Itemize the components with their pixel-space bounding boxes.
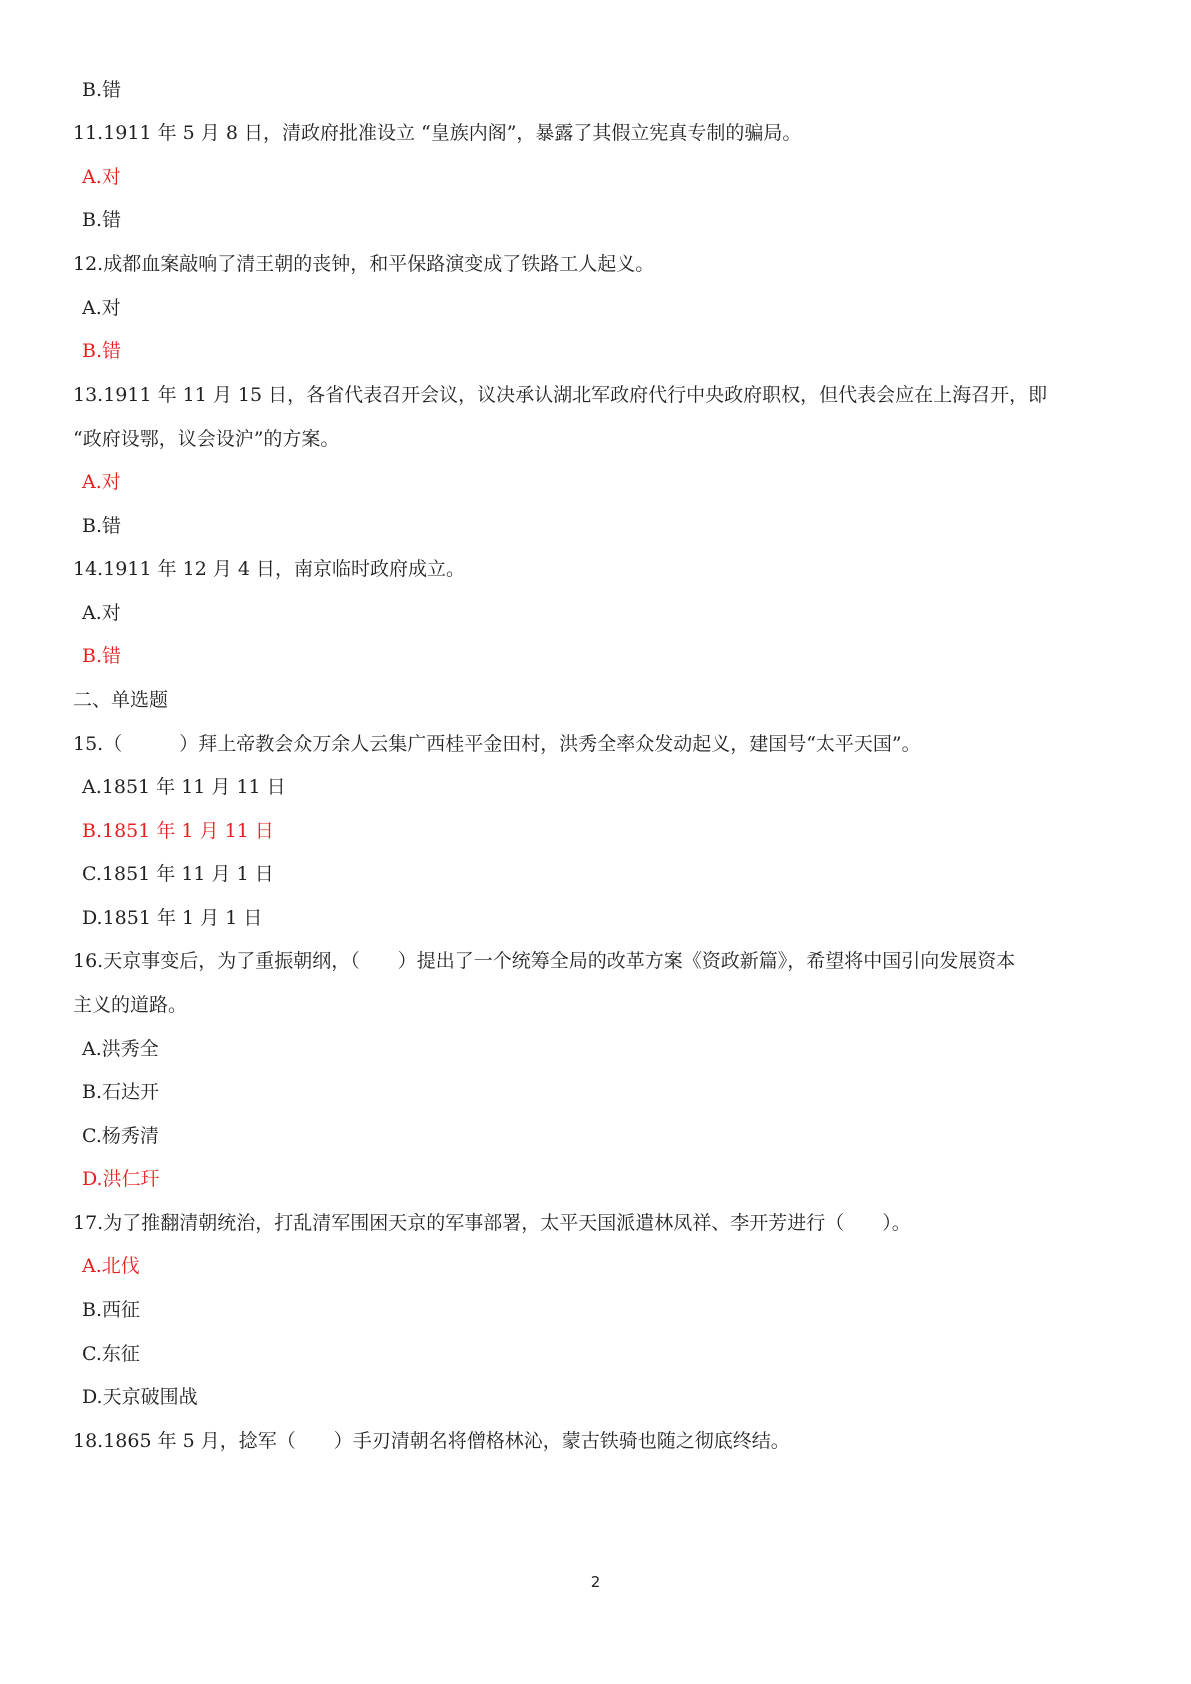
correct-option: A.北伐	[82, 1255, 140, 1277]
option-text: B.错	[82, 79, 122, 101]
question-text: 17.为了推翻清朝统治，打乱清军围困天京的军事部署，太平天国派遣林凤祥、李开芳进行（ ）。	[73, 1212, 911, 1234]
question-text: 16.天京事变后，为了重振朝纲，（ ）提出了一个统筹全局的改革方案《资政新篇》，希望将中国引向发展资本	[73, 950, 1016, 972]
question-text: 18.1865 年 5 月，捻军（ ）手刃清朝名将僧格林沁，蒙古铁骑也随之彻底终结。	[73, 1430, 790, 1452]
question-text: 12.成都血案敲响了清王朝的丧钟，和平保路演变成了铁路工人起义。	[73, 253, 655, 275]
option-text: A.洪秀全	[82, 1038, 159, 1060]
option-text: A.1851 年 11 月 11 日	[82, 776, 286, 798]
correct-option: A.对	[82, 166, 121, 188]
option-text: A.对	[82, 297, 121, 319]
correct-option: D.洪仁玕	[82, 1168, 160, 1190]
option-text: B.错	[82, 515, 122, 537]
correct-option: B.错	[82, 645, 122, 667]
question-text: 13.1911 年 11 月 15 日，各省代表召开会议，议决承认湖北军政府代行中央政府职权，但代表会应在上海召开，即	[73, 384, 1048, 406]
question-text: 15.（ ）拜上帝教会众万余人云集广西桂平金田村，洪秀全率众发动起义，建国号“太平天国”。	[73, 733, 921, 755]
option-text: B.西征	[82, 1299, 141, 1321]
page-number: 2	[590, 1573, 601, 1591]
option-text: C.1851 年 11 月 1 日	[82, 863, 274, 885]
question-text: 11.1911 年 5 月 8 日，清政府批准设立 “皇族内阁”，暴露了其假立宪真专制的骗局。	[73, 122, 802, 144]
option-text: D.天京破围战	[82, 1386, 198, 1408]
section-heading: 二、单选题	[73, 689, 169, 711]
correct-option: A.对	[82, 471, 121, 493]
question-text-continued: “政府设鄂，议会设沪”的方案。	[73, 428, 340, 450]
correct-option: B.1851 年 1 月 11 日	[82, 820, 274, 842]
option-text: B.错	[82, 209, 122, 231]
question-text: 14.1911 年 12 月 4 日，南京临时政府成立。	[73, 558, 466, 580]
option-text: C.东征	[82, 1343, 140, 1365]
question-text-continued: 主义的道路。	[73, 994, 188, 1016]
option-text: C.杨秀清	[82, 1125, 159, 1147]
option-text: D.1851 年 1 月 1 日	[82, 907, 263, 929]
option-text: A.对	[82, 602, 121, 624]
correct-option: B.错	[82, 340, 122, 362]
option-text: B.石达开	[82, 1081, 160, 1103]
